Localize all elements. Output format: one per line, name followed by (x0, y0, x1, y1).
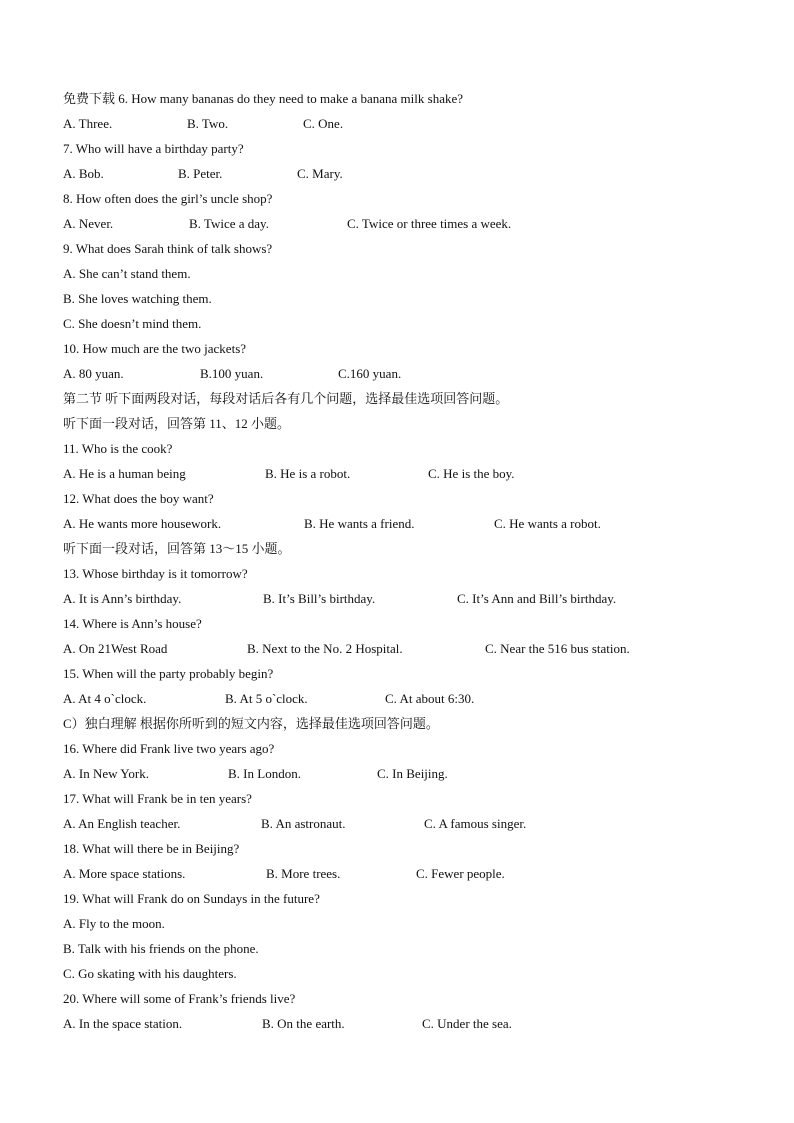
answer-option: B. At 5 o`clock. (225, 691, 308, 706)
options-row (63, 864, 743, 889)
question-line: B. Talk with his friends on the phone. (63, 941, 259, 956)
answer-option: A. In the space station. (63, 1016, 183, 1031)
options-row (63, 764, 743, 789)
question-line: A. Fly to the moon. (63, 916, 165, 931)
question-line: 18. What will there be in Beijing? (63, 841, 240, 856)
options-row (63, 639, 743, 664)
options-row (63, 689, 743, 714)
answer-option: C. He is the boy. (428, 466, 515, 481)
answer-option: B. Next to the No. 2 Hospital. (247, 641, 403, 656)
options-row (63, 214, 743, 239)
answer-option: A. He is a human being (63, 466, 186, 481)
question-line: 免费下载 6. How many bananas do they need to make a banana milk shake? (63, 91, 463, 106)
answer-option: A. Three. (63, 116, 113, 131)
options-row (63, 589, 743, 614)
question-line: A. She can’t stand them. (63, 266, 191, 281)
options-row (63, 464, 743, 489)
answer-option: B. He wants a friend. (304, 516, 415, 531)
question-line: 14. Where is Ann’s house? (63, 616, 202, 631)
answer-option: A. On 21West Road (63, 641, 168, 656)
question-line: 9. What does Sarah think of talk shows? (63, 241, 273, 256)
answer-option: B. It’s Bill’s birthday. (263, 591, 376, 606)
question-line: 20. Where will some of Frank’s friends live? (63, 991, 296, 1006)
question-line: 17. What will Frank be in ten years? (63, 791, 252, 806)
question-line: 16. Where did Frank live two years ago? (63, 741, 275, 756)
question-line: 11. Who is the cook? (63, 441, 173, 456)
answer-option: B.100 yuan. (200, 366, 264, 381)
answer-option: B. Peter. (178, 166, 223, 181)
answer-option: A. Never. (63, 216, 114, 231)
question-line: C）独白理解 根据你所听到的短文内容，选择最佳选项回答问题。 (63, 716, 439, 731)
answer-option: C. One. (303, 116, 344, 131)
answer-option: C. Fewer people. (416, 866, 505, 881)
answer-option: A. He wants more housework. (63, 516, 222, 531)
answer-option: A. In New York. (63, 766, 149, 781)
answer-option: B. An astronaut. (261, 816, 346, 831)
options-row (63, 164, 743, 189)
question-line: 7. Who will have a birthday party? (63, 141, 244, 156)
answer-option: C. Under the sea. (422, 1016, 512, 1031)
options-row (63, 814, 743, 839)
question-line: 12. What does the boy want? (63, 491, 214, 506)
question-list (63, 89, 743, 1039)
options-row (63, 514, 743, 539)
options-row (63, 364, 743, 389)
question-line: 听下面一段对话，回答第 11、12 小题。 (63, 416, 291, 431)
answer-option: C. It’s Ann and Bill’s birthday. (457, 591, 617, 606)
question-line: 13. Whose birthday is it tomorrow? (63, 566, 248, 581)
answer-option: C. Twice or three times a week. (347, 216, 512, 231)
answer-option: C. Near the 516 bus station. (485, 641, 630, 656)
question-line: 10. How much are the two jackets? (63, 341, 247, 356)
question-line: 19. What will Frank do on Sundays in the future? (63, 891, 320, 906)
answer-option: A. Bob. (63, 166, 104, 181)
answer-option: B. In London. (228, 766, 301, 781)
question-line: 8. How often does the girl’s uncle shop? (63, 191, 273, 206)
answer-option: C. Mary. (297, 166, 343, 181)
answer-option: A. At 4 o`clock. (63, 691, 147, 706)
options-row (63, 114, 743, 139)
question-line: 15. When will the party probably begin? (63, 666, 274, 681)
question-line: 听下面一段对话，回答第 13～15 小题。 (63, 541, 291, 556)
question-line: B. She loves watching them. (63, 291, 212, 306)
question-line: 第二节 听下面两段对话，每段对话后各有几个问题，选择最佳选项回答问题。 (63, 391, 509, 406)
answer-option: A. It is Ann’s birthday. (63, 591, 182, 606)
answer-option: C. He wants a robot. (494, 516, 601, 531)
answer-option: A. An English teacher. (63, 816, 181, 831)
answer-option: B. Two. (187, 116, 229, 131)
question-line: C. Go skating with his daughters. (63, 966, 237, 981)
question-line: C. She doesn’t mind them. (63, 316, 202, 331)
answer-option: C. In Beijing. (377, 766, 448, 781)
answer-option: C. At about 6:30. (385, 691, 475, 706)
answer-option: A. More space stations. (63, 866, 186, 881)
answer-option: C.160 yuan. (338, 366, 402, 381)
answer-option: A. 80 yuan. (63, 366, 124, 381)
answer-option: B. On the earth. (262, 1016, 345, 1031)
answer-option: B. Twice a day. (189, 216, 269, 231)
answer-option: C. A famous singer. (424, 816, 527, 831)
answer-option: B. More trees. (266, 866, 341, 881)
options-row (63, 1014, 743, 1039)
answer-option: B. He is a robot. (265, 466, 351, 481)
